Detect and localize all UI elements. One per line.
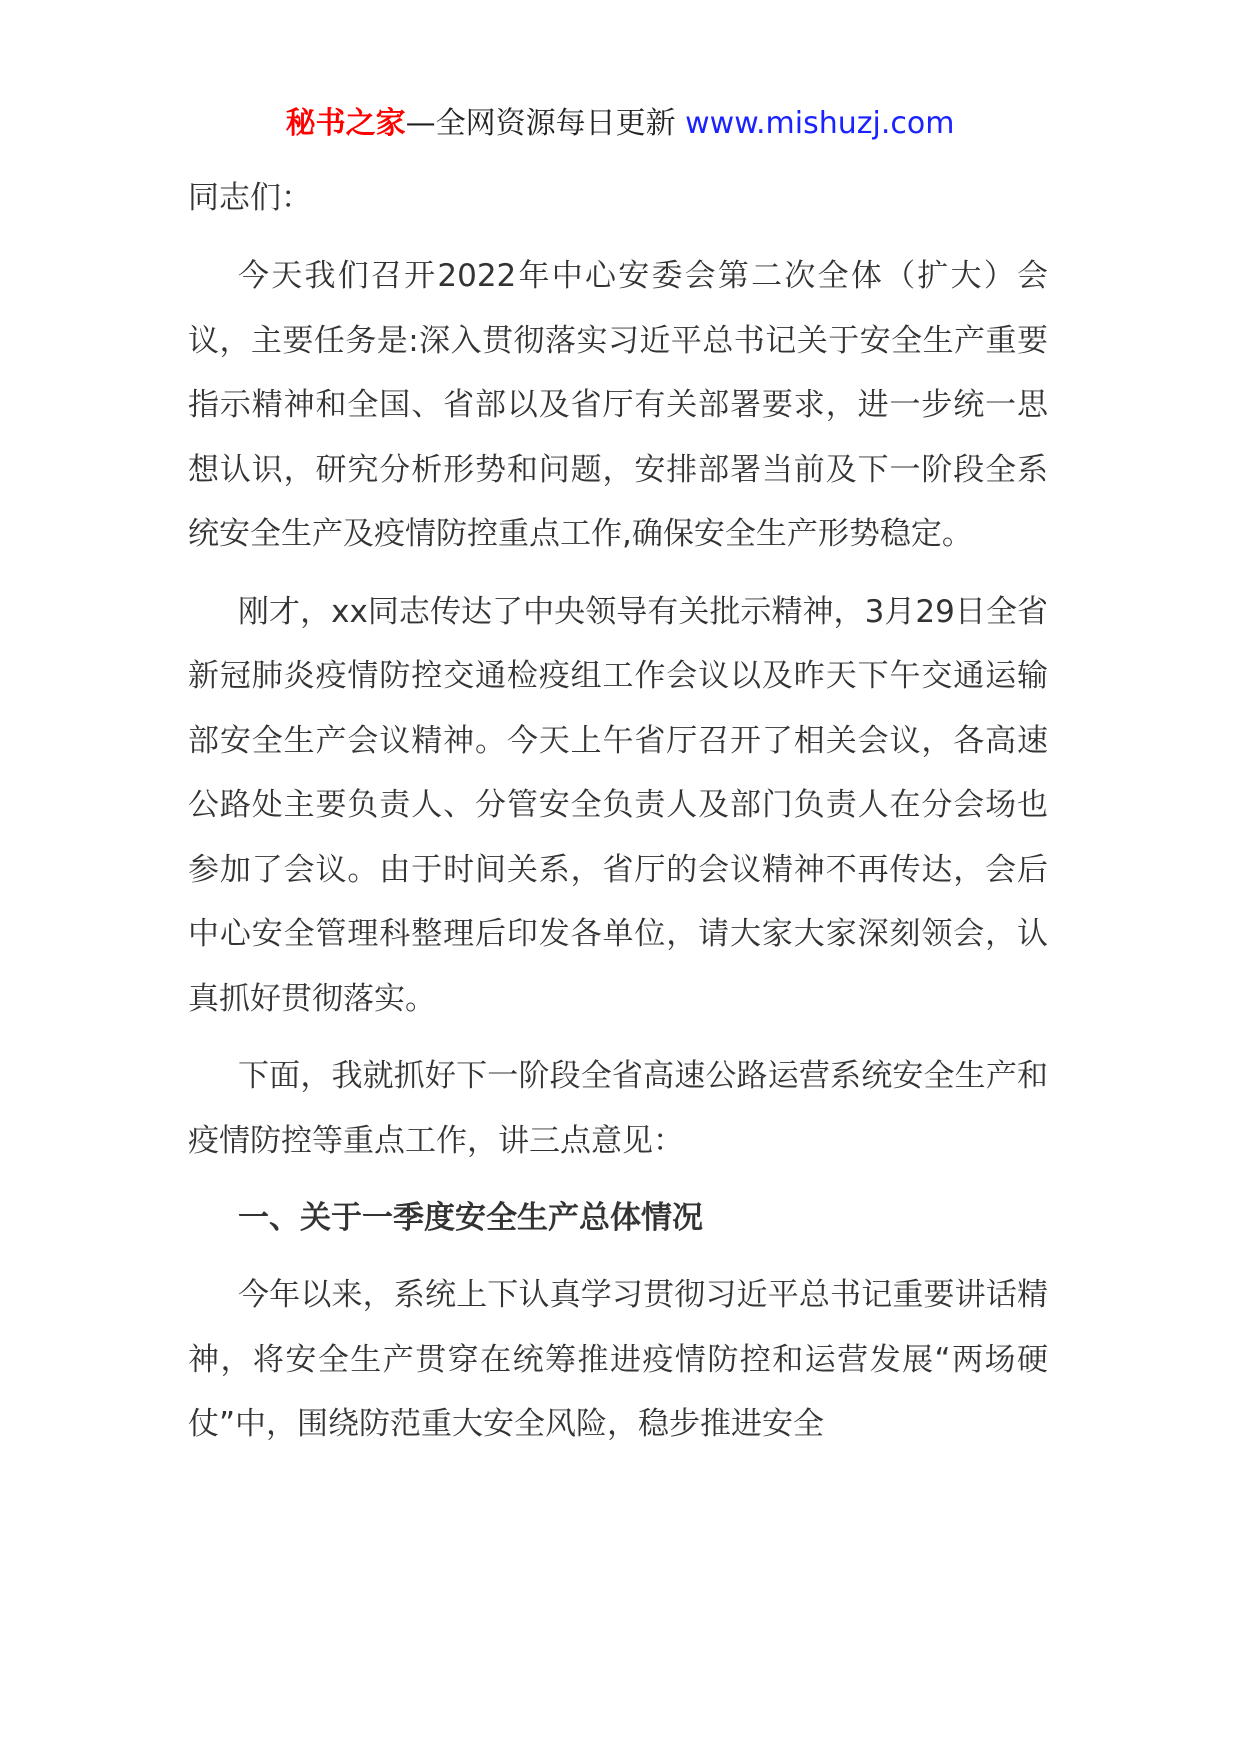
greeting: 同志们：	[188, 180, 312, 216]
header-url-link[interactable]: www.mishuzj.com	[685, 106, 955, 141]
paragraph-intro-points: 下面，我就抓好下一阶段全省高速公路运营系统安全生产和疫情防控等重点工作，讲三点意见：	[188, 1058, 1048, 1159]
document-body	[188, 166, 1048, 1470]
site-header	[0, 104, 1240, 144]
paragraph-briefing: 刚才，xx同志传达了中央领导有关批示精神，3月29日全省新冠肺炎疫情防控交通检疫组工作会议以及昨天下午交通运输部安全生产会议精神。今天上午省厅召开了相关会议，各高速公路处主要负责人、分管安全负责人及部门负责人在分会场也参加了会议。由于时间关系，省厅的会议精神不再传达，会后中心安全管理科整理后印发各单位，请大家大家深刻领会，认真抓好贯彻落实。	[188, 593, 1048, 1017]
section-heading-1: 一、关于一季度安全生产总体情况	[238, 1200, 703, 1236]
paragraph-opening: 今天我们召开2022年中心安委会第二次全体（扩大）会议，主要任务是:深入贯彻落实习近平总书记关于安全生产重要指示精神和全国、省部以及省厅有关部署要求，进一步统一思想认识，研究分析形势和问题，安排部署当前及下一阶段全系统安全生产及疫情防控重点工作,确保安全生产形势稳定。	[188, 258, 1048, 552]
paragraph-section-1: 今年以来，系统上下认真学习贯彻习近平总书记重要讲话精神，将安全生产贯穿在统筹推进疫情防控和运营发展“两场硬仗”中，围绕防范重大安全风险，稳步推进安全	[188, 1277, 1048, 1442]
header-slogan: —全网资源每日更新	[405, 106, 686, 141]
brand-name: 秘书之家	[285, 106, 406, 141]
